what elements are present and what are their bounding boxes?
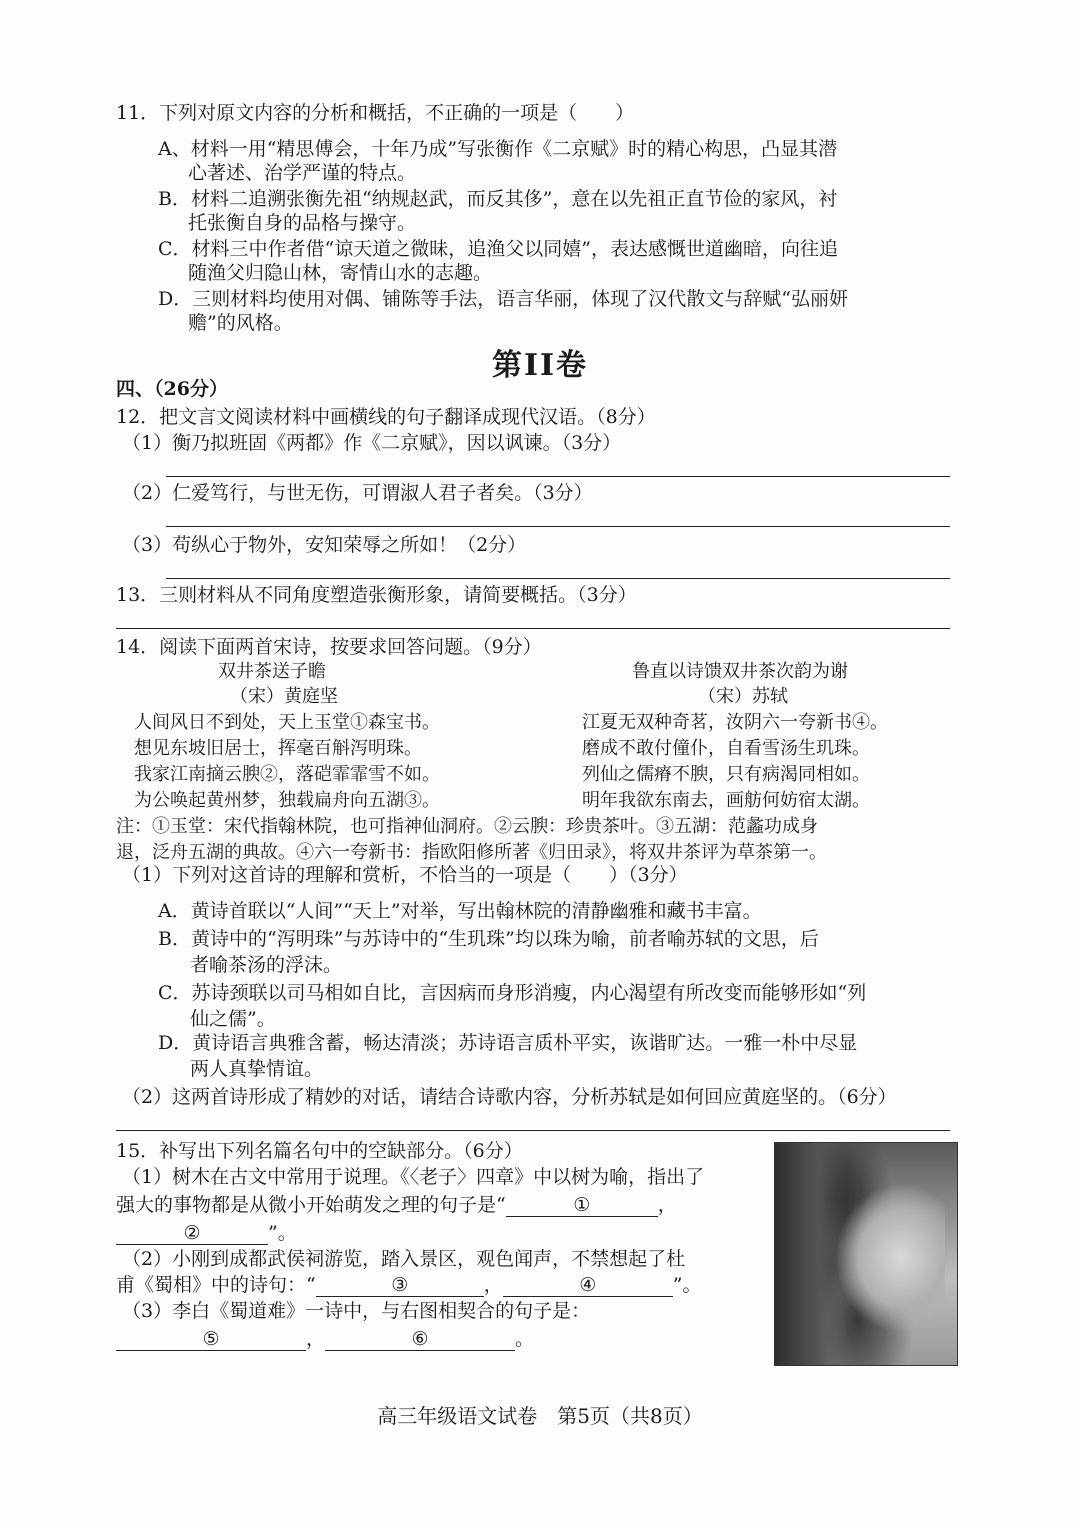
poem1-title: 双井茶送子瞻 (218, 661, 326, 682)
q14-option-d-line1: D．黄诗语言典雅含蓄，畅达清淡；苏诗语言质朴平实，诙谐旷达。一雅一朴中尽显 (158, 1032, 858, 1054)
q14-option-a: A．黄诗首联以“人间”“天上”对举，写出翰林院的清静幽雅和藏书丰富。 (158, 900, 762, 922)
blank-3[interactable] (316, 1272, 484, 1297)
q15-sub3-line2 (116, 1326, 534, 1352)
q11-option-a-line2: 心著述、治学严谨的特点。 (188, 162, 417, 184)
q15-sub2-line1: （2）小刚到成都武侯祠游览，踏入景区，观色闻声，不禁想起了杜 (122, 1248, 686, 1270)
poem2-author: （宋）苏轼 (698, 686, 788, 707)
q11-option-d-line1: D．三则材料均使用对偶、铺陈等手法，语言华丽，体现了汉代散文与辞赋“弘丽妍 (158, 288, 848, 310)
blank-4-marker: ④ (579, 1274, 597, 1296)
poem1-line4: 为公唤起黄州梦，独载扁舟向五湖③。 (134, 790, 440, 811)
q14-option-c-line1: C．苏诗颈联以司马相如自比，言因病而身形消瘦，内心渴望有所改变而能够形如“列 (158, 982, 867, 1004)
q14-stem: 14．阅读下面两首宋诗，按要求回答问题。（9分） (116, 636, 542, 658)
blank-3-marker: ③ (391, 1274, 409, 1296)
q11-option-b-line1: B．材料二追溯张衡先祖“纳规赵武，而反其侈”，意在以先祖正直节俭的家风，衬 (158, 188, 838, 210)
poem1-line3: 我家江南摘云腴②，落硙霏霏雪不如。 (134, 764, 440, 785)
poem1-author: （宋）黄庭坚 (230, 686, 338, 707)
q15-sub3-period: 。 (515, 1328, 535, 1350)
poem2-line4: 明年我欲东南去，画舫何妨宿太湖。 (582, 790, 870, 811)
q13-stem: 13．三则材料从不同角度塑造张衡形象，请简要概括。（3分） (116, 584, 637, 606)
q12-stem: 12．把文言文阅读材料中画横线的句子翻译成现代汉语。（8分） (116, 406, 656, 428)
q11-option-d-line2: 赡”的风格。 (188, 312, 293, 334)
blank-6[interactable] (325, 1326, 515, 1351)
blank-1-marker: ① (573, 1194, 591, 1216)
poem1-line2: 想见东坡旧居士，挥毫百斛泻明珠。 (134, 738, 422, 759)
q11-option-a-line1: A、材料一用“精思傅会，十年乃成”写张衡作《二京赋》时的精心构思，凸显其潜 (158, 138, 838, 160)
q15-sub1-line2 (116, 1192, 677, 1218)
blank-5[interactable] (116, 1326, 306, 1351)
q15-sub2-text: 甫《蜀相》中的诗句：“ (116, 1274, 316, 1296)
landscape-painting-image (774, 1142, 958, 1366)
poem2-line1: 江夏无双种奇茗，汝阴六一夸新书④。 (582, 712, 888, 733)
q11-option-b-line2: 托张衡自身的品格与操守。 (188, 212, 417, 234)
q14-option-c-line2: 仙之儒”。 (190, 1008, 276, 1030)
q15-sub3-comma: ， (306, 1328, 326, 1350)
blank-5-marker: ⑤ (202, 1328, 220, 1350)
part-four-heading: 四、（26分） (116, 378, 228, 400)
q12-sub1-answer-line[interactable] (166, 476, 950, 477)
q14-option-d-line2: 两人真挚情谊。 (190, 1058, 324, 1080)
q12-sub3: （3）苟纵心于物外，安知荣辱之所如！（2分） (122, 534, 527, 556)
poem2-line2: 磨成不敢付僮仆，自看雪汤生玑珠。 (582, 738, 870, 759)
blank-4[interactable] (503, 1272, 673, 1297)
q15-sub1-comma: ， (657, 1194, 677, 1216)
q11-stem: 11．下列对原文内容的分析和概括，不正确的一项是（ ） (116, 102, 635, 124)
page-footer: 高三年级语文试卷 第5页（共8页） (377, 1404, 703, 1428)
q11-option-c-line1: C．材料三中作者借“谅天道之微昧，追渔父以同嬉”，表达感慨世道幽暗，向往追 (158, 238, 838, 260)
poem1-line1: 人间风日不到处，天上玉堂①森宝书。 (134, 712, 440, 733)
q12-sub2-answer-line[interactable] (166, 526, 950, 527)
poem-notes-line2: 退，泛舟五湖的典故。④六一夸新书：指欧阳修所著《归田录》，将双井茶评为草茶第一。 (116, 842, 827, 863)
blank-1[interactable] (506, 1192, 658, 1217)
q15-sub3-line1: （3）李白《蜀道难》一诗中，与右图相契合的句子是： (122, 1300, 591, 1322)
q15-sub1-close: ”。 (268, 1222, 297, 1244)
q11-option-c-line2: 随渔父归隐山林，寄情山水的志趣。 (188, 262, 493, 284)
q15-stem: 15．补写出下列名篇名句中的空缺部分。（6分） (116, 1140, 523, 1162)
q14-sub1-stem: （1）下列对这首诗的理解和赏析，不恰当的一项是（ ）（3分） (122, 864, 688, 886)
q13-answer-line[interactable] (116, 628, 950, 629)
q14-option-b-line1: B．黄诗中的“泻明珠”与苏诗中的“生玑珠”均以珠为喻，前者喻苏轼的文思，后 (158, 928, 819, 950)
q12-sub3-answer-line[interactable] (166, 578, 950, 579)
q15-sub1-text: 强大的事物都是从微小开始萌发之理的句子是“ (116, 1194, 506, 1216)
q14-sub2-stem: （2）这两首诗形成了精妙的对话，请结合诗歌内容，分析苏轼是如何回应黄庭坚的。（6分） (122, 1086, 897, 1108)
poem2-title: 鲁直以诗馈双井茶次韵为谢 (632, 661, 848, 682)
poem-notes-line1: 注：①玉堂：宋代指翰林院，也可指神仙洞府。②云腴：珍贵茶叶。③五湖：范蠡功成身 (116, 816, 818, 837)
q15-sub2-line2 (116, 1272, 701, 1298)
poem2-line3: 列仙之儒瘠不腴，只有病渴同相如。 (582, 764, 870, 785)
blank-2[interactable] (116, 1220, 268, 1245)
q12-sub1: （1）衡乃拟班固《两都》作《二京赋》，因以讽谏。（3分） (122, 432, 622, 454)
q15-sub1-line1: （1）树木在古文中常用于说理。《〈老子〉四章》中以树为喻，指出了 (122, 1166, 705, 1188)
blank-2-marker: ② (183, 1222, 201, 1244)
section-title: 第II卷 (491, 348, 589, 383)
q14-sub2-answer-line[interactable] (116, 1130, 950, 1131)
q15-sub1-line3 (116, 1220, 297, 1246)
q15-sub2-comma: ， (483, 1274, 503, 1296)
q14-option-b-line2: 者喻茶汤的浮沫。 (190, 954, 343, 976)
q12-sub2: （2）仁爱笃行，与世无伤，可谓淑人君子者矣。（3分） (122, 482, 593, 504)
painting-mist-shape (835, 1183, 945, 1333)
blank-6-marker: ⑥ (411, 1328, 429, 1350)
q15-sub2-close: ”。 (672, 1274, 702, 1296)
